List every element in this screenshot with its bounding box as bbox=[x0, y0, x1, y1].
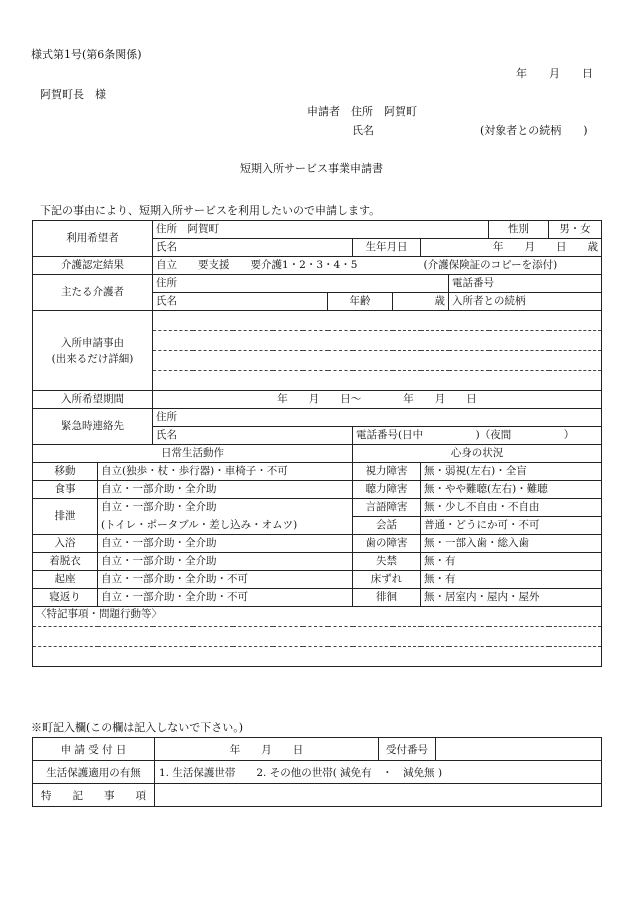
welfare-label: 生活保護適用の有無 bbox=[33, 761, 155, 784]
cond-value-sight[interactable]: 無・弱視(左右)・全盲 bbox=[421, 463, 602, 481]
condition-header: 心身の状況 bbox=[353, 445, 602, 463]
dob-value[interactable]: 年 月 日 歳 bbox=[421, 239, 602, 257]
reason-label-sub: (出来るだけ詳細) bbox=[51, 352, 134, 365]
office-note: ※町記入欄(この欄は記入しないで下さい。) bbox=[31, 721, 244, 734]
adl-key-move: 移動 bbox=[33, 463, 98, 481]
caregiver-age-unit[interactable]: 歳 bbox=[393, 293, 449, 311]
caregiver-name[interactable]: 氏名 bbox=[153, 293, 328, 311]
cond-key-sight: 視力障害 bbox=[353, 463, 421, 481]
cond-key-conversation: 会話 bbox=[353, 517, 421, 535]
caregiver-phone[interactable]: 電話番号 bbox=[449, 275, 602, 293]
reason-line-1[interactable] bbox=[153, 311, 602, 331]
caregiver-age-label: 年齢 bbox=[328, 293, 393, 311]
receipt-no-label: 受付番号 bbox=[379, 738, 436, 761]
cond-key-teeth: 歯の障害 bbox=[353, 535, 421, 553]
emergency-address[interactable]: 住所 bbox=[153, 409, 602, 427]
emergency-name[interactable]: 氏名 bbox=[153, 427, 353, 445]
received-label: 申 請 受 付 日 bbox=[33, 738, 155, 761]
received-value: 年 月 日 bbox=[155, 738, 379, 761]
cond-key-speech: 言語障害 bbox=[353, 499, 421, 517]
reason-label-main: 入所申請事由 bbox=[61, 336, 124, 349]
care-value[interactable]: 自立 要支援 要介護1・2・3・4・5 bbox=[153, 257, 421, 275]
adl-value-excretion-detail[interactable]: (トイレ・ポータブル・差し込み・オムツ) bbox=[98, 517, 353, 535]
special-line-2[interactable] bbox=[33, 647, 602, 667]
adl-value-excretion[interactable]: 自立・一部介助・全介助 bbox=[98, 499, 353, 517]
adl-key-dress: 着脱衣 bbox=[33, 553, 98, 571]
applicant-name-cell[interactable]: 氏名 bbox=[153, 239, 353, 257]
care-label: 介護認定結果 bbox=[33, 257, 153, 275]
sex-options[interactable]: 男・女 bbox=[549, 221, 602, 239]
adl-value-eat[interactable]: 自立・一部介助・全介助 bbox=[98, 481, 353, 499]
reason-line-2[interactable] bbox=[153, 331, 602, 351]
caregiver-relation[interactable]: 入所者との続柄 bbox=[449, 293, 602, 311]
period-label: 入所希望期間 bbox=[33, 391, 153, 409]
adl-key-sit: 起座 bbox=[33, 571, 98, 589]
reason-label bbox=[33, 311, 153, 391]
applicant-address-cell[interactable]: 住所 阿賀町 bbox=[153, 221, 489, 239]
adl-value-bath[interactable]: 自立・一部介助・全介助 bbox=[98, 535, 353, 553]
welfare-value: 1. 生活保護世帯 2. その他の世帯( 減免有 ・ 減免無 ) bbox=[155, 761, 602, 784]
intro-text: 下記の事由により、短期入所サービスを利用したいので申請します。 bbox=[40, 204, 381, 217]
emergency-label: 緊急時連絡先 bbox=[33, 409, 153, 445]
adl-key-excretion: 排泄 bbox=[33, 499, 98, 535]
office-table bbox=[32, 737, 602, 807]
adl-value-turn[interactable]: 自立・一部介助・全介助・不可 bbox=[98, 589, 353, 607]
reason-line-4[interactable] bbox=[153, 371, 602, 391]
caregiver-address[interactable]: 住所 bbox=[153, 275, 449, 293]
applicant-relation: (対象者との続柄 ) bbox=[480, 124, 588, 137]
cond-key-wander: 徘徊 bbox=[353, 589, 421, 607]
page-title: 短期入所サービス事業申請書 bbox=[240, 162, 383, 175]
cond-key-hearing: 聴力障害 bbox=[353, 481, 421, 499]
cond-value-conversation[interactable]: 普通・どうにか可・不可 bbox=[421, 517, 602, 535]
emergency-phone[interactable]: 電話番号(日中 )（夜間 ） bbox=[353, 427, 602, 445]
adl-key-turn: 寝返り bbox=[33, 589, 98, 607]
adl-key-eat: 食事 bbox=[33, 481, 98, 499]
adl-value-move[interactable]: 自立(独歩・杖・歩行器)・車椅子・不可 bbox=[98, 463, 353, 481]
adl-value-dress[interactable]: 自立・一部介助・全介助 bbox=[98, 553, 353, 571]
applicant-label: 利用希望者 bbox=[33, 221, 153, 257]
special-notes-label: 〈特記事項・問題行動等〉 bbox=[33, 607, 602, 627]
cond-key-incontinence: 失禁 bbox=[353, 553, 421, 571]
adl-header: 日常生活動作 bbox=[33, 445, 353, 463]
reason-line-3[interactable] bbox=[153, 351, 602, 371]
cond-value-incontinence[interactable]: 無・有 bbox=[421, 553, 602, 571]
receipt-no-value bbox=[436, 738, 602, 761]
cond-value-speech[interactable]: 無・少し不自由・不自由 bbox=[421, 499, 602, 517]
caregiver-label: 主たる介護者 bbox=[33, 275, 153, 311]
period-value[interactable]: 年 月 日～ 年 月 日 bbox=[153, 391, 602, 409]
cond-value-bedsore[interactable]: 無・有 bbox=[421, 571, 602, 589]
addressee: 阿賀町長 様 bbox=[40, 88, 106, 101]
date-line: 年 月 日 bbox=[516, 67, 593, 80]
cond-value-wander[interactable]: 無・居室内・屋内・屋外 bbox=[421, 589, 602, 607]
applicant-address: 申請者 住所 阿賀町 bbox=[307, 105, 417, 118]
cond-key-bedsore: 床ずれ bbox=[353, 571, 421, 589]
cond-value-hearing[interactable]: 無・やや難聴(左右)・難聴 bbox=[421, 481, 602, 499]
adl-key-bath: 入浴 bbox=[33, 535, 98, 553]
application-table bbox=[32, 220, 602, 667]
adl-value-sit[interactable]: 自立・一部介助・全介助・不可 bbox=[98, 571, 353, 589]
remarks-label: 特 記 事 項 bbox=[33, 784, 155, 807]
remarks-value bbox=[155, 784, 602, 807]
sex-label: 性別 bbox=[489, 221, 549, 239]
special-line-1[interactable] bbox=[33, 627, 602, 647]
cond-value-teeth[interactable]: 無・一部入歯・総入歯 bbox=[421, 535, 602, 553]
form-number: 様式第1号(第6条関係) bbox=[31, 48, 142, 61]
dob-label: 生年月日 bbox=[353, 239, 421, 257]
applicant-name: 氏名 bbox=[352, 124, 374, 137]
care-note: (介護保険証のコピーを添付) bbox=[421, 257, 602, 275]
